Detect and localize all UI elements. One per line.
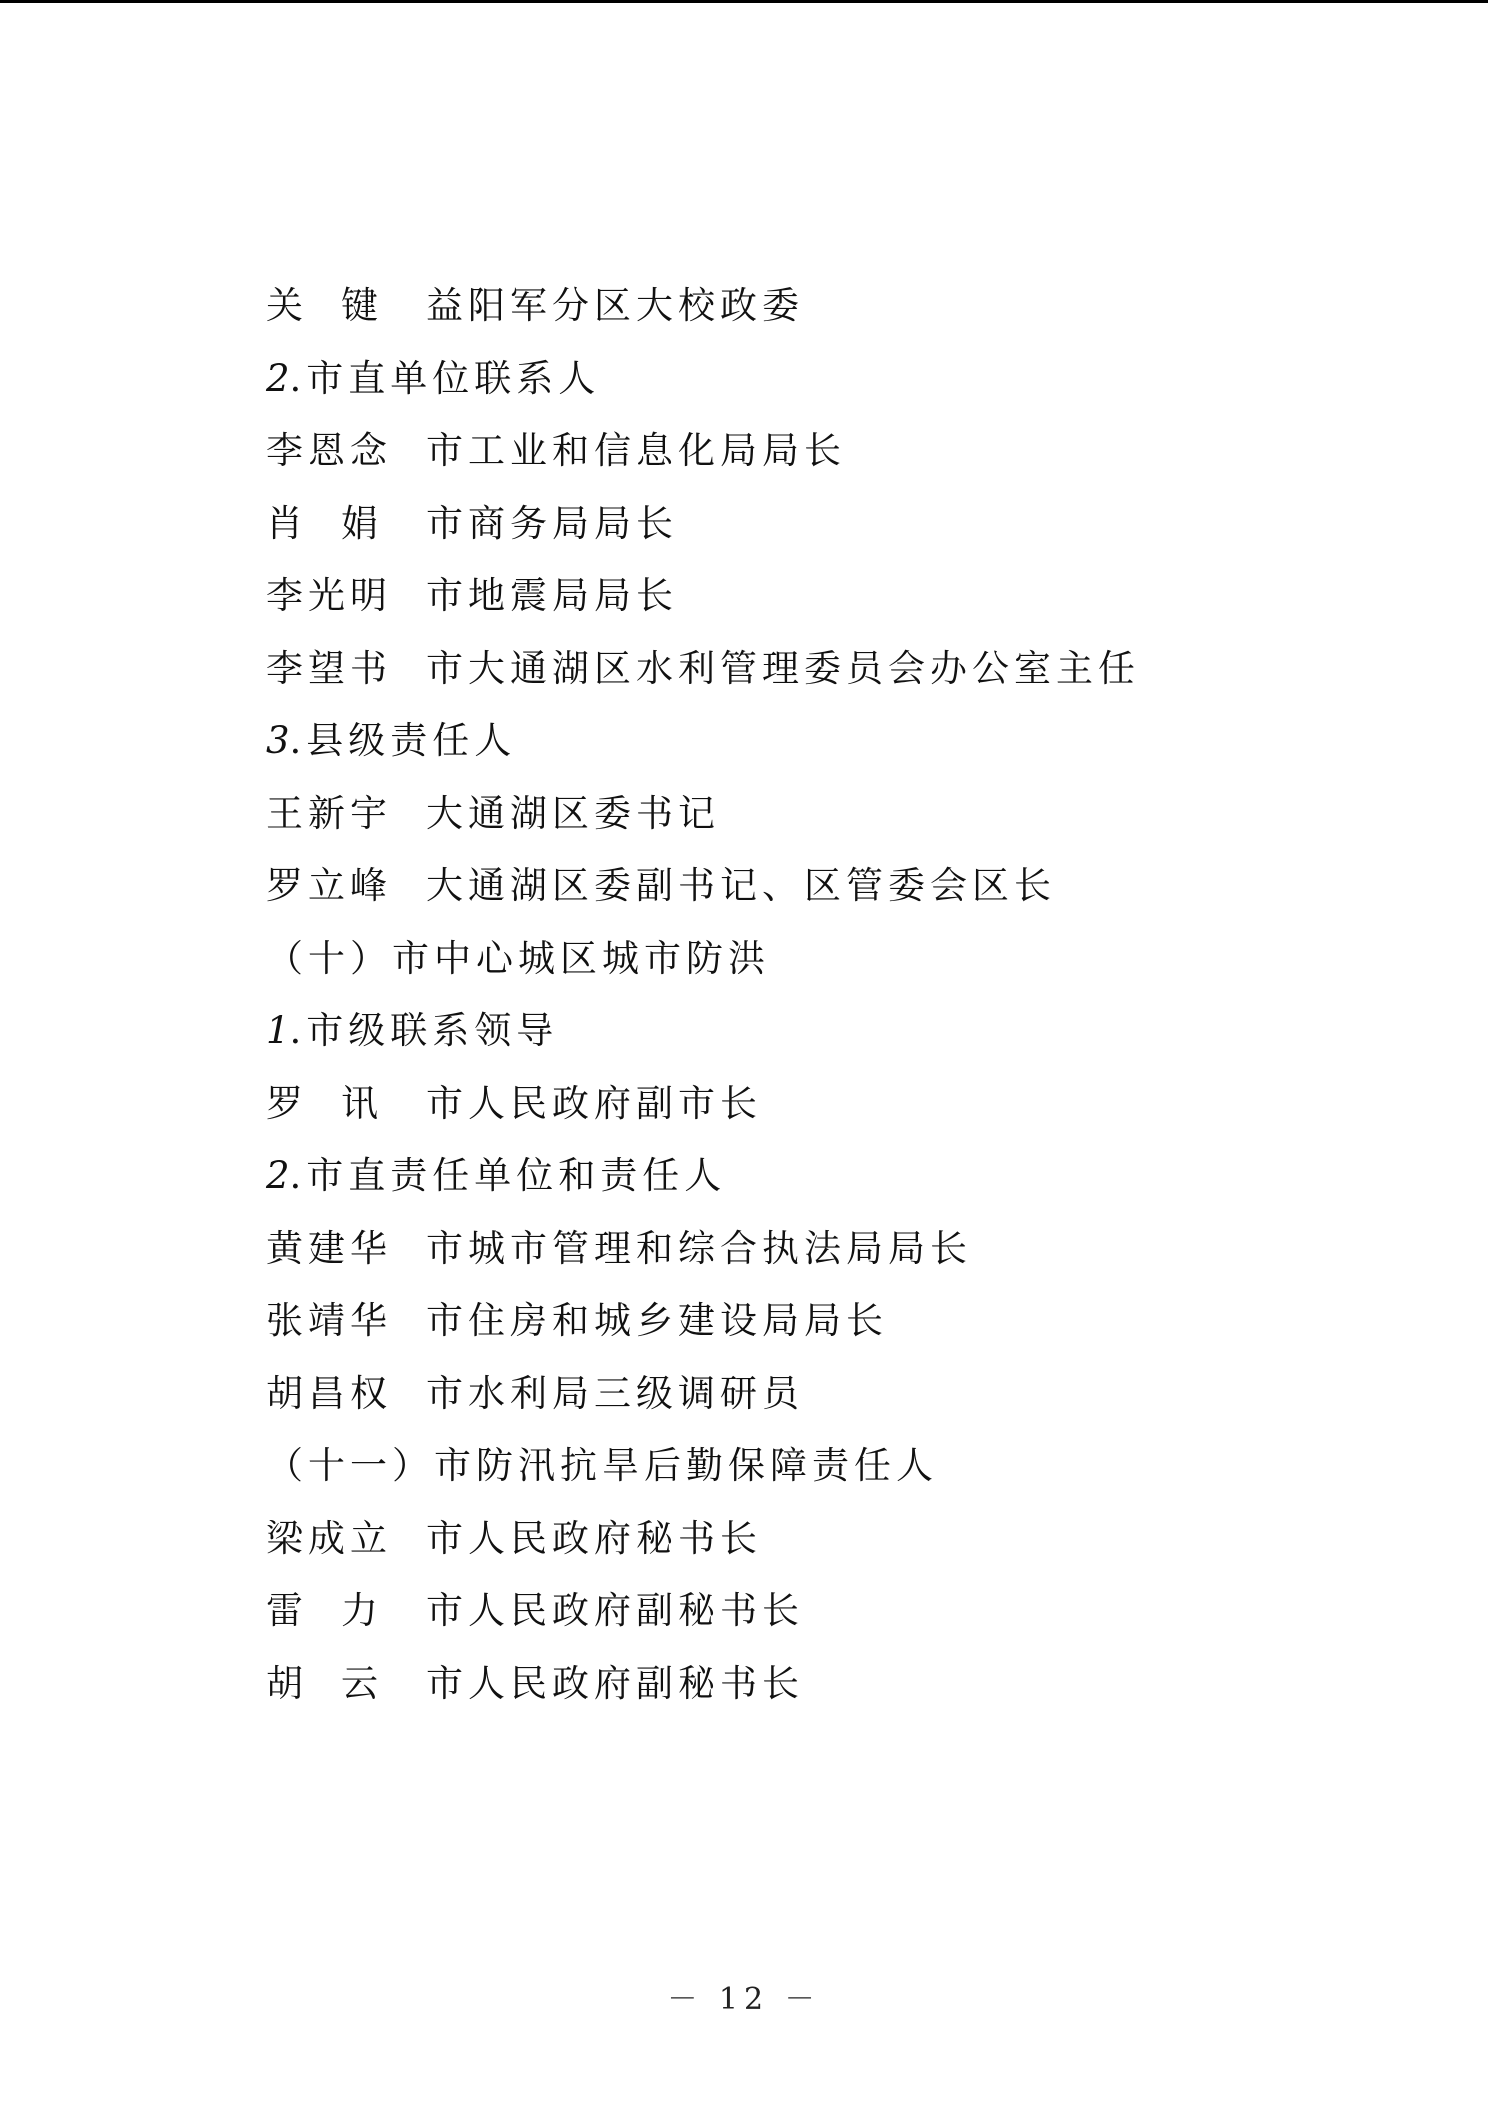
person-row [266,1291,1276,1364]
person-row [266,639,1276,712]
section-heading [266,929,1276,1002]
person-name: 雷 力 [266,1589,378,1632]
person-name: 李望书 [266,646,392,690]
subsection-heading [266,1001,1276,1074]
subsection-heading [266,349,1276,422]
person-title: 大通湖区委书记 [426,791,720,835]
subsection-heading [266,711,1276,784]
person-name: 胡昌权 [266,1371,392,1415]
heading-number: 1 [266,1009,290,1052]
heading-number: 2 [266,1154,290,1197]
person-row [266,1364,1276,1437]
person-row [266,1219,1276,1292]
person-title: 大通湖区委副书记、区管委会区长 [426,864,1056,907]
heading-number: 3 [266,719,290,762]
person-title: 市地震局局长 [426,574,678,617]
person-name: 王新宇 [266,791,392,835]
heading-text: .市级联系领导 [289,1009,559,1052]
person-row [266,276,1276,349]
person-title: 市人民政府副秘书长 [426,1589,804,1632]
person-row [266,421,1276,494]
person-name: 肖 娟 [266,501,378,545]
person-row [266,1509,1276,1582]
person-row [266,566,1276,639]
person-title: 益阳军分区大校政委 [426,284,804,327]
person-title: 市水利局三级调研员 [426,1371,804,1415]
heading-text: .市直单位联系人 [289,356,601,400]
person-title: 市商务局局长 [426,501,678,545]
document-body [266,276,1276,1726]
section-heading [266,1436,1276,1509]
heading-number: 2 [266,356,290,400]
person-title: 市大通湖区水利管理委员会办公室主任 [426,646,1140,690]
person-title: 市人民政府副市长 [426,1081,762,1125]
person-name: 梁成立 [266,1516,392,1560]
person-name: 张靖华 [266,1299,392,1342]
top-border-line [0,0,1488,3]
person-row [266,1654,1276,1727]
page-number: － 12 － [667,1982,821,2017]
person-title: 市人民政府副秘书长 [426,1661,804,1705]
section-title: （十一）市防汛抗旱后勤保障责任人 [266,1444,938,1487]
heading-text: .市直责任单位和责任人 [289,1154,727,1197]
person-row [266,784,1276,857]
person-name: 李恩念 [266,429,392,472]
person-row [266,494,1276,567]
section-title: （十）市中心城区城市防洪 [266,936,770,980]
person-row [266,1581,1276,1654]
subsection-heading [266,1146,1276,1219]
person-name: 关 键 [266,284,378,327]
person-row [266,856,1276,929]
person-title: 市城市管理和综合执法局局长 [426,1226,972,1270]
person-name: 李光明 [266,574,392,617]
person-name: 罗 讯 [266,1081,378,1125]
person-title: 市工业和信息化局局长 [426,429,846,472]
heading-text: .县级责任人 [289,719,517,762]
person-name: 罗立峰 [266,864,392,907]
person-name: 胡 云 [266,1661,378,1705]
person-row [266,1074,1276,1147]
person-title: 市住房和城乡建设局局长 [426,1299,888,1342]
person-name: 黄建华 [266,1226,392,1270]
person-title: 市人民政府秘书长 [426,1516,762,1560]
